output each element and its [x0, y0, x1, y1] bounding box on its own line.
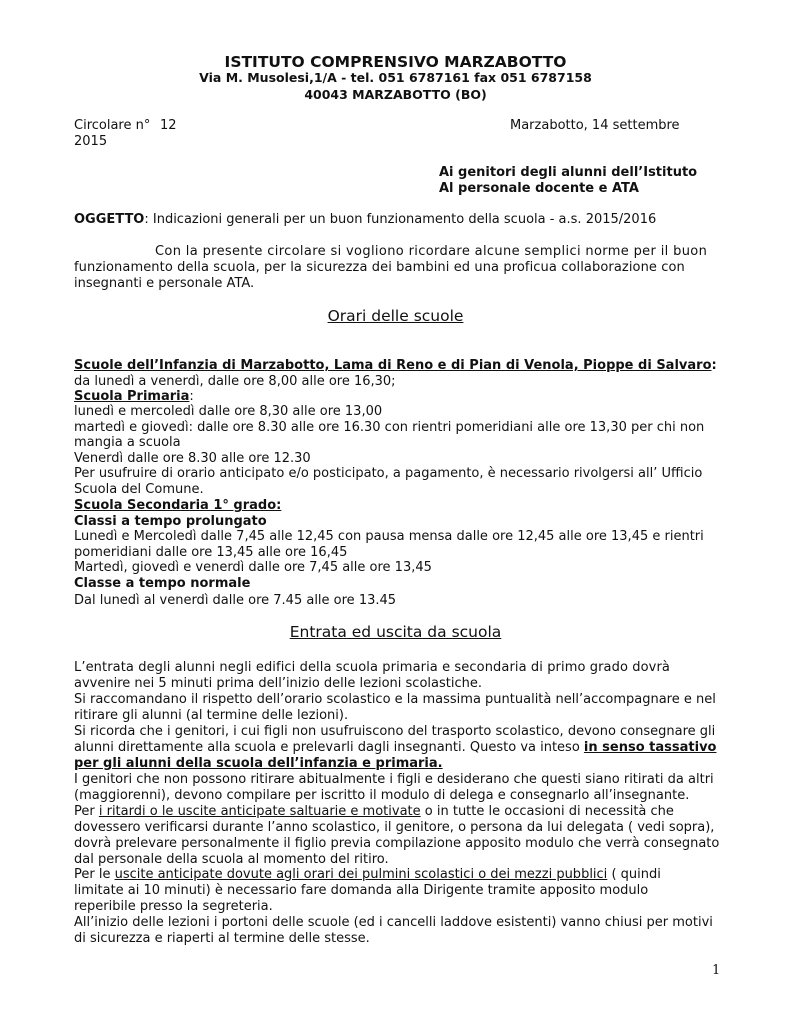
school-city: 40043 MARZABOTTO (BO) [304, 87, 487, 102]
subject-label: OGGETTO [74, 212, 145, 227]
circolare-date: Marzabotto, 14 settembre [510, 118, 680, 133]
circolare-number: 12 [160, 118, 177, 133]
entrata-p3-line: dovessero verificarsi durante l’anno scolastico, il genitore, o persona da lui delegata ( vedi sopra), [74, 820, 715, 835]
section-title-entrata: Entrata ed uscita da scuola [289, 623, 502, 641]
school-address: Via M. Musolesi,1/A - tel. 051 6787161 fax 051 6787158 [199, 70, 592, 85]
entrata-p5-line: All’inizio delle lezioni i portoni delle scuole (ed i cancelli laddove esistenti) vanno chiusi per motivi [74, 915, 713, 930]
primaria-heading: Scuola Primaria [74, 389, 190, 404]
entrata-p5-line: di sicurezza e riaperti al termine delle stesse. [74, 931, 370, 946]
p4-rest: ( quindi [607, 867, 661, 882]
p4-underlined: uscite anticipate dovute agli orari dei pulmini scolastici o dei mezzi pubblici [114, 867, 608, 882]
subject-line [74, 212, 656, 228]
prolungato-heading: Classi a tempo prolungato [74, 514, 267, 529]
infanzia-heading-line [74, 358, 717, 374]
normale-line: Dal lunedì al venerdì dalle ore 7.45 alle ore 13.45 [74, 593, 397, 608]
primaria-line: Per usufruire di orario anticipato e/o posticipato, a pagamento, è necessario rivolgersi all’ Ufficio [74, 466, 703, 481]
entrata-p1-text: alunni direttamente alla scuola e prelevarli dagli insegnanti. Questo va inteso [74, 740, 584, 755]
primaria-line: martedì e giovedì: dalle ore 8.30 alle ore 16.30 con rientri pomeridiani alle ore 13,30 per chi non [74, 420, 705, 435]
entrata-p1-line: Si raccomandano il rispetto dell’orario scolastico e la massima puntualità nell’accompagnare e nel [74, 692, 716, 707]
entrata-p1-line: ritirare gli alunni (al termine delle lezioni). [74, 708, 349, 723]
entrata-p3-line [74, 804, 674, 820]
p3-prefix: Per [74, 804, 99, 819]
emphasis-infanzia-primaria: per gli alunni della scuola dell’infanzia e primaria. [74, 756, 443, 771]
infanzia-colon: : [711, 358, 717, 373]
primaria-line: lunedì e mercoledì dalle ore 8,30 alle ore 13,00 [74, 404, 383, 419]
intro-line: funzionamento della scuola, per la sicurezza dei bambini ed una proficua collaborazione con [74, 260, 685, 275]
primaria-line: mangia a scuola [74, 435, 181, 450]
entrata-p1-line: avvenire nei 5 minuti prima dell’inizio delle lezioni scolastiche. [74, 676, 482, 691]
prolungato-line: pomeridiani dalle ore 13,45 alle ore 16,45 [74, 545, 348, 560]
entrata-p4-line: limitate ai 10 minuti) è necessario fare domanda alla Dirigente tramite apposito modulo [74, 883, 649, 898]
p3-underlined: i ritardi o le uscite anticipate saltuarie e motivate [98, 804, 421, 819]
secondaria-heading: Scuola Secondaria 1° grado: [74, 498, 282, 513]
p4-prefix: Per le [74, 867, 115, 882]
entrata-p4-line: reperibile presso la segreteria. [74, 899, 273, 914]
entrata-p1-line: Si ricorda che i genitori, i cui figli non usufruiscono del trasporto scolastico, devono consegnare gli [74, 724, 716, 739]
entrata-p1-line [74, 740, 716, 756]
intro-line: Con la presente circolare si vogliono ricordare alcune semplici norme per il buon [155, 244, 708, 259]
infanzia-hours: da lunedì a venerdì, dalle ore 8,00 alle ore 16,30; [74, 374, 396, 389]
normale-heading: Classe a tempo normale [74, 576, 251, 591]
page-number: 1 [712, 963, 721, 978]
intro-line: insegnanti e personale ATA. [74, 276, 255, 291]
primaria-heading-line [74, 389, 194, 405]
subject-text: : Indicazioni generali per un buon funzionamento della scuola - a.s. 2015/2016 [144, 212, 657, 227]
entrata-p2-line: (maggiorenni), devono compilare per iscritto il modulo di delega e consegnarlo all’insegnante. [74, 788, 690, 803]
entrata-p2-line: I genitori che non possono ritirare abitualmente i figli e desiderano che questi siano ritirati da altri [74, 772, 714, 787]
infanzia-heading: Scuole dell’Infanzia di Marzabotto, Lama di Reno e di Pian di Venola, Pioppe di Salvaro [74, 358, 712, 373]
prolungato-line: Lunedì e Mercoledì dalle 7,45 alle 12,45 con pausa mensa dalle ore 12,45 alle ore 13,45 e rientri [74, 529, 704, 544]
primaria-line: Scuola del Comune. [74, 482, 204, 497]
entrata-p3-line: dovrà prelevare personalmente il figlio previa compilazione apposito modulo che verrà consegnato [74, 836, 720, 851]
entrata-p4-line [74, 867, 661, 883]
emphasis-tassativo: in senso tassativo [583, 740, 717, 755]
primaria-colon: : [189, 389, 194, 404]
recipient-genitori: Ai genitori degli alunni dell’Istituto [439, 165, 698, 180]
circolare-year: 2015 [74, 134, 108, 149]
entrata-p3-line: dal personale della scuola al momento del ritiro. [74, 852, 389, 867]
primaria-line: Venerdì dalle ore 8.30 alle ore 12.30 [74, 451, 311, 466]
prolungato-line: Martedì, giovedì e venerdì dalle ore 7,45 alle ore 13,45 [74, 560, 432, 575]
school-name: ISTITUTO COMPRENSIVO MARZABOTTO [224, 53, 567, 71]
recipient-personale: Al personale docente e ATA [439, 181, 639, 196]
p3-rest: o in tutte le occasioni di necessità che [420, 804, 674, 819]
section-title-orari: Orari delle scuole [327, 307, 464, 325]
circolare-number-label: Circolare n° [74, 118, 151, 133]
entrata-p1-line: L’entrata degli alunni negli edifici della scuola primaria e secondaria di primo grado dovrà [74, 660, 670, 675]
